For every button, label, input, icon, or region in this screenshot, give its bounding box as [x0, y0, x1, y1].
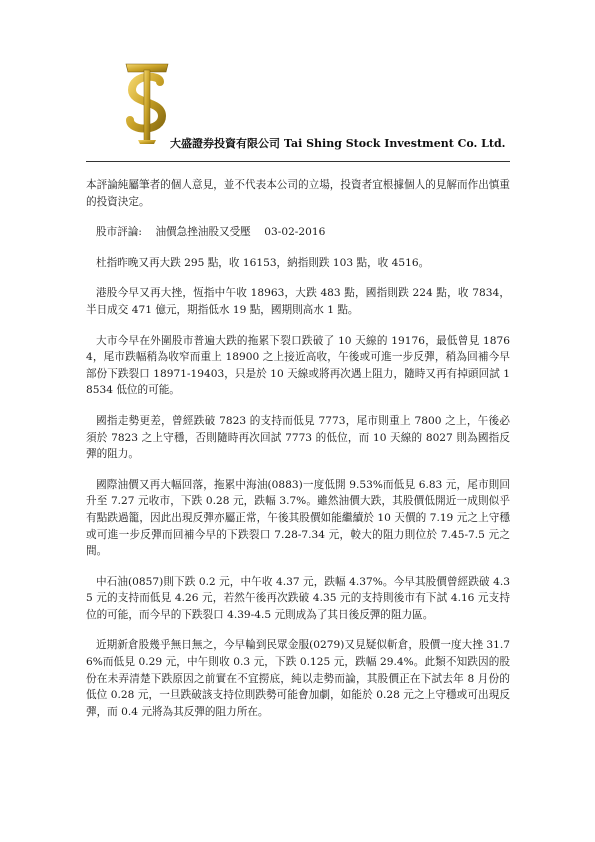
ts-dollar-logo-icon	[124, 60, 170, 144]
paragraph-dow-nasdaq: 杜指昨晚又再大跌 295 點，收 16153，納指則跌 103 點，收 4516。	[96, 256, 430, 269]
letterhead	[124, 60, 504, 160]
paragraph-hscei-analysis: 國指走勢更差，曾經跌破 7823 的支持而低見 7773，尾市則重上 7800 之上，午後必須於 7823 之上守穩，否則隨時再次回試 7773 的低位，而 10 天線的 8027 則為國指反彈的阻力。	[86, 414, 510, 461]
title-date: 03-02-2016	[264, 226, 326, 239]
paragraph-minzhong: 近期新倉股幾乎無日無之，今早輪到民眾金服(0279)又見疑似斬倉，股價一度大挫 31.76%而低見 0.29 元，中午則收 0.3 元，下跌 0.125 元，跌幅 29.4%。此類不知跌因的股份在未弄清楚下跌原因之前實在不宜撈底，純以走勢而論，其股價正在下試去年 8 月份的低位 0.28 元，一旦跌破該支持位則跌勢可能會加劇，如能於 0.28 元之上守穩或可出現反彈，而 0.4 元將為其反彈的阻力所在。	[86, 639, 510, 718]
header-divider	[86, 161, 510, 162]
disclaimer: 本評論純屬筆者的個人意見，並不代表本公司的立場，投資者宜根據個人的見解而作出慎重的投資決定。	[86, 179, 510, 208]
company-name: 大盛證券投資有限公司 Tai Shing Stock Investment Co. Ltd.	[170, 137, 506, 150]
article-title	[86, 224, 510, 241]
article-body	[86, 177, 510, 720]
paragraph-petrochina: 中石油(0857)則下跌 0.2 元，中午收 4.37 元，跌幅 4.37%。今早其股價曾經跌破 4.35 元的支持而低見 4.26 元，若然午後再次跌破 4.35 元的支持則後市有下試 4.16 元支持位的可能，而今早的下跌裂口 4.39-4.5 元則成為了其日後反彈的阻力區。	[86, 575, 510, 621]
paragraph-hsi-analysis: 大市今早在外圍股市普遍大跌的拖累下裂口跌破了 10 天線的 19176，最低曾見 18764，尾市跌幅稍為收窄而重上 18900 之上接近高收，午後或可進一步反彈，稍為回補今早部份下跌裂口 18971-19403，只是於 10 天線或將再次遇上阻力，隨時又再有掉頭回試 18534 低位的可能。	[86, 334, 510, 397]
paragraph-hk-market: 港股今早又再大挫，恆指中午收 18963，大跌 483 點，國指則跌 224 點，收 7834，半日成交 471 億元，期指低水 19 點，國期則高水 1 點。	[86, 287, 510, 316]
title-category: 股市評論:	[96, 226, 142, 239]
paragraph-cnooc: 國際油價又再大幅回落，拖累中海油(0883)一度低開 9.53%而低見 6.83 元，尾市則回升至 7.27 元收市，下跌 0.28 元，跌幅 3.7%。雖然油價大跌，其股價低開近一成則似乎有點跌過籠，因此出現反彈亦屬正常，午後其股價如能繼續於 10 天價的 7.19 元之上守穩或可進一步反彈而回補今早的下跌裂口 7.28-7.34 元，較大的阻力則位於 7.45-7.5 元之間。	[86, 478, 510, 558]
title-headline: 油價急挫油股又受壓	[155, 226, 251, 239]
